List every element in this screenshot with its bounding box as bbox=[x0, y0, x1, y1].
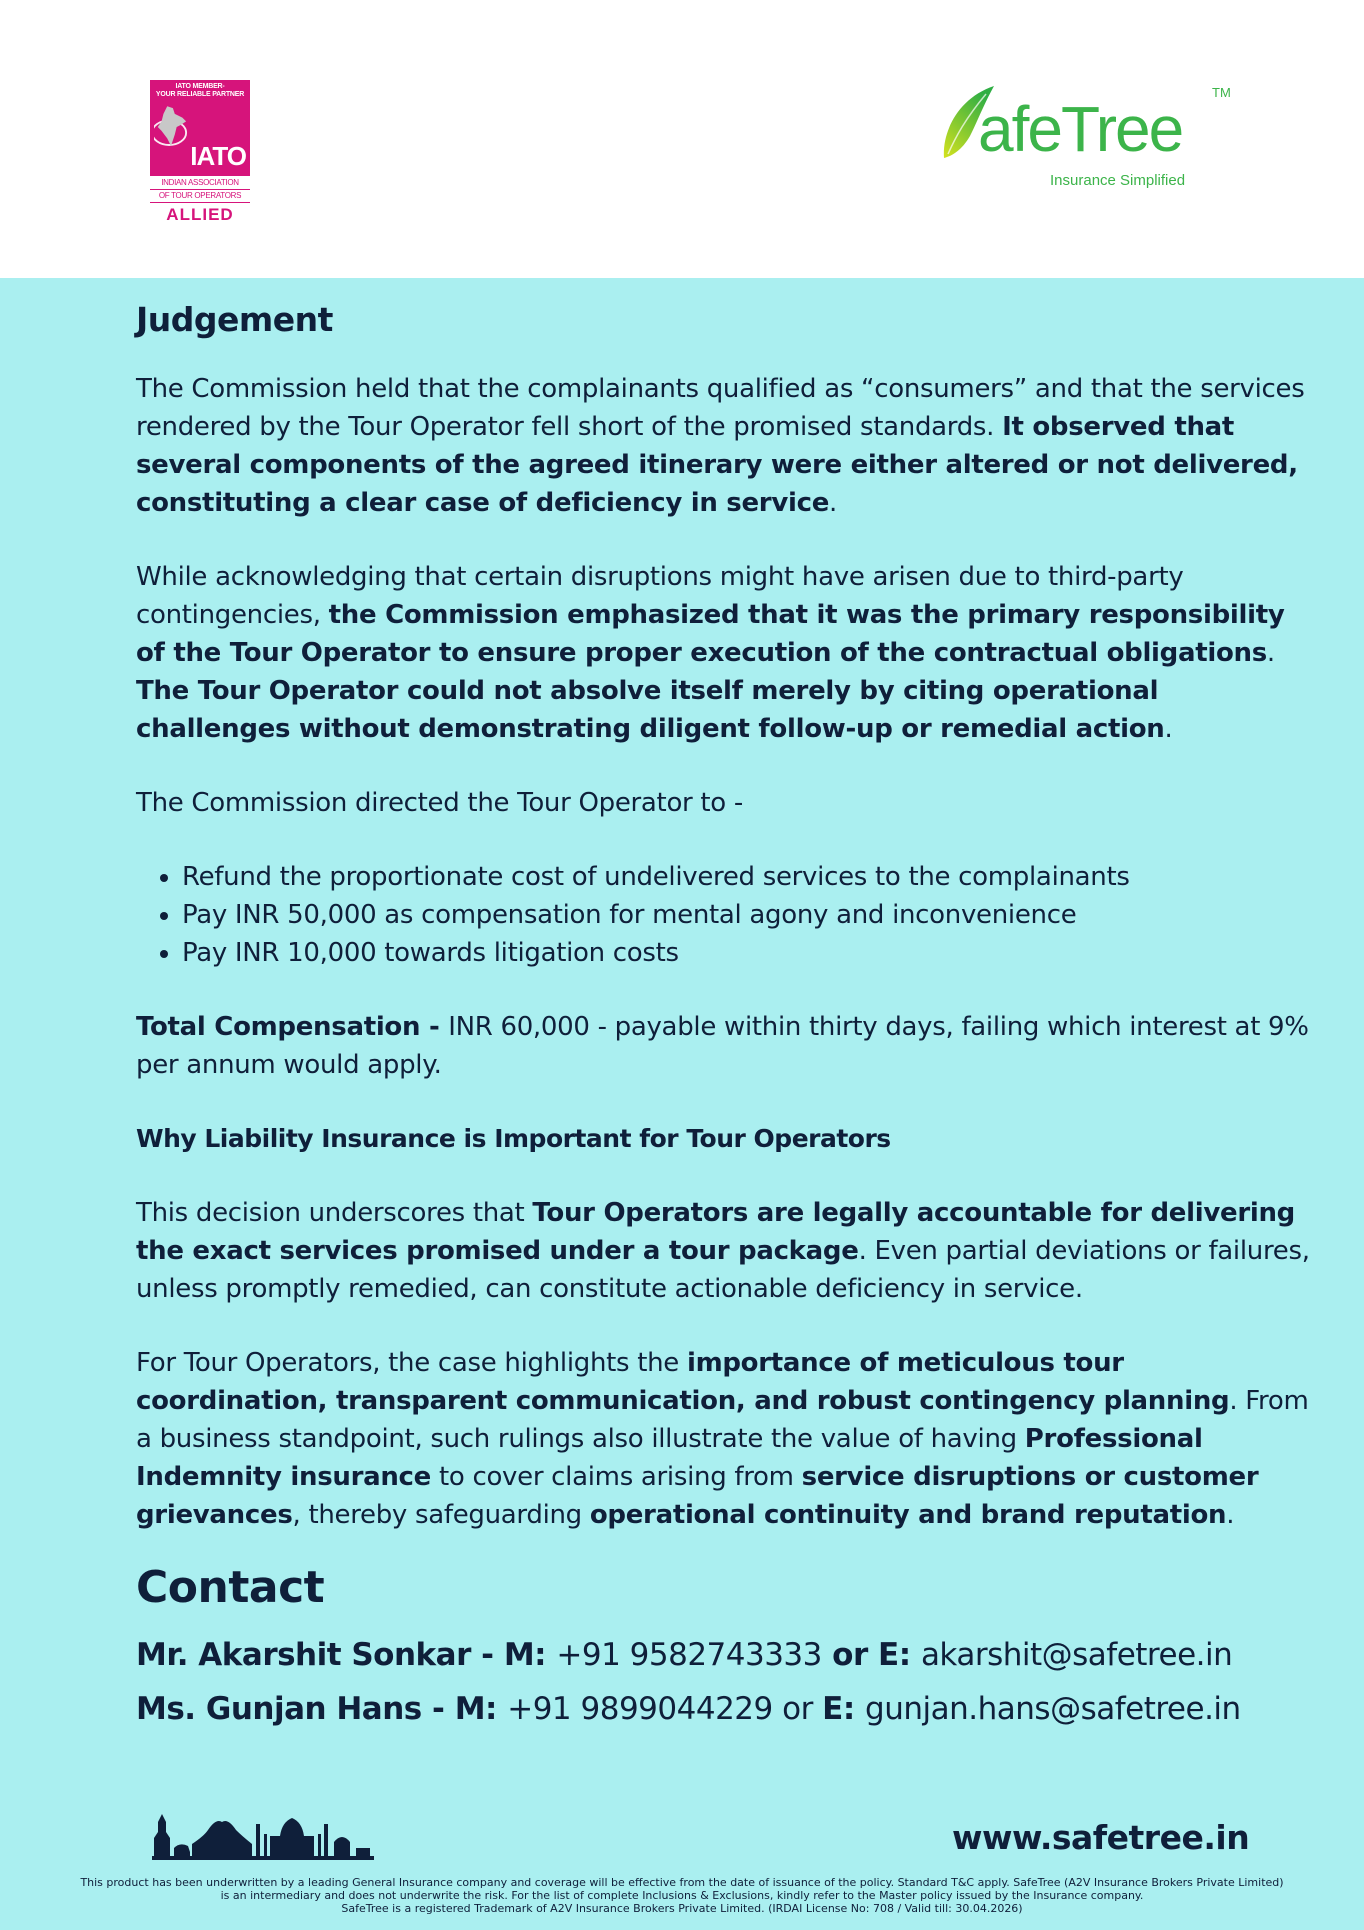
bold-text-run: operational continuity and brand reputation bbox=[589, 1500, 1227, 1530]
text-run: to cover claims arising from bbox=[431, 1462, 802, 1492]
text-run: While acknowledging that certain disruptions might have arisen due to third-party contingencies, bbox=[136, 562, 1184, 630]
safetree-wordmark: afeTree bbox=[978, 93, 1183, 165]
total-compensation-text: INR 60,000 - payable within thirty days, failing which interest at 9% per annum would apply. bbox=[136, 1012, 1309, 1080]
email-label: E: bbox=[822, 1691, 866, 1727]
judgement-paragraph-2 bbox=[136, 558, 1316, 748]
iato-tagline-line1: IATO MEMBER- bbox=[175, 83, 225, 90]
safetree-logo bbox=[940, 84, 1240, 194]
iato-allied-label: ALLIED bbox=[166, 205, 234, 224]
iato-tagline bbox=[150, 80, 250, 103]
bold-text-run: The Tour Operator could not absolve itself merely by citing operational challenges without demonstrating diligent follow-up or remedial action bbox=[136, 676, 1165, 744]
why-heading: Why Liability Insurance is Important for Tour Operators bbox=[136, 1124, 891, 1153]
phone-link[interactable]: +91 9899044229 bbox=[507, 1691, 773, 1727]
contact-heading: Contact bbox=[136, 1562, 325, 1613]
india-skyline-icon bbox=[152, 1808, 374, 1860]
contact-name: Mr. Akarshit Sonkar - M: bbox=[136, 1637, 557, 1673]
legal-disclaimer bbox=[80, 1876, 1284, 1915]
total-compensation bbox=[136, 1008, 1316, 1084]
bold-text-run: Professional Indemnity insurance bbox=[136, 1424, 1203, 1492]
contact-separator: or bbox=[772, 1691, 823, 1727]
safetree-tagline: Insurance Simplified bbox=[1050, 172, 1186, 189]
bold-text-run: service disruptions or customer grievances bbox=[136, 1462, 1259, 1530]
judgement-paragraph-1 bbox=[136, 370, 1316, 522]
page-header bbox=[0, 0, 1364, 278]
email-link[interactable]: gunjan.hans@safetree.in bbox=[865, 1691, 1241, 1727]
text-run: . bbox=[1164, 714, 1173, 744]
article-body bbox=[136, 290, 1316, 1736]
list-item: • Pay INR 50,000 as compensation for mental agony and inconvenience bbox=[182, 896, 1316, 934]
why-paragraph-1 bbox=[136, 1194, 1316, 1308]
trademark-notice: SafeTree is a registered Trademark of A2V Insurance Brokers Private Limited. (IRDAI License No: 708 / Valid till: 30.04.2026) bbox=[341, 1902, 1023, 1915]
why-paragraph-2 bbox=[136, 1344, 1316, 1534]
iato-logo-box bbox=[150, 80, 250, 176]
iato-logo bbox=[150, 80, 250, 225]
list-item: • Pay INR 10,000 towards litigation costs bbox=[182, 934, 1316, 972]
iato-full-name-line2: OF TOUR OPERATORS bbox=[158, 191, 242, 200]
list-item: • Refund the proportionate cost of undelivered services to the complainants bbox=[182, 858, 1316, 896]
contact-name: Ms. Gunjan Hans - M: bbox=[136, 1691, 508, 1727]
bold-text-run: the Commission emphasized that it was the primary responsibility of the Tour Operator to ensure proper execution of the contractual obligations bbox=[136, 600, 1285, 668]
trademark-symbol: TM bbox=[1212, 85, 1231, 100]
website-link[interactable]: www.safetree.in bbox=[952, 1818, 1250, 1857]
iato-wordmark: IATO bbox=[190, 141, 246, 171]
bold-text-run: Tour Operators are legally accountable for delivering the exact services promised under a tour package bbox=[136, 1198, 1295, 1266]
bold-text-run: importance of meticulous tour coordination, transparent communication, and robust contingency planning bbox=[136, 1348, 1230, 1416]
disclaimer-text: This product has been underwritten by a leading General Insurance company and coverage will be effective from the date of issuance of the policy. Standard T&C apply. SafeTree (A2V Insurance Brokers Private Limited) is an intermediary and does not underwrite the risk. For the list of complete Inclusions & Exclusions, kindly refer to the Master policy issued by the Insurance company. bbox=[80, 1876, 1284, 1902]
text-run: . bbox=[829, 488, 837, 518]
contact-person-2 bbox=[136, 1682, 1316, 1736]
total-compensation-label: Total Compensation - bbox=[136, 1012, 449, 1042]
judgement-heading: Judgement bbox=[136, 300, 333, 339]
directions-list bbox=[136, 858, 1316, 972]
india-map-icon bbox=[154, 104, 188, 152]
iato-divider bbox=[150, 202, 250, 203]
text-run: . bbox=[1226, 1500, 1235, 1530]
text-run: , thereby safeguarding bbox=[292, 1500, 590, 1530]
contact-separator: or E: bbox=[821, 1637, 921, 1673]
iato-divider bbox=[150, 189, 250, 190]
contact-person-1 bbox=[136, 1628, 1316, 1682]
bold-text-run: It observed that several components of the agreed itinerary were either altered or not delivered, constituting a clear case of deficiency in service bbox=[136, 412, 1298, 518]
footer-row bbox=[0, 1804, 1364, 1868]
phone-link[interactable]: +91 9582743333 bbox=[556, 1637, 822, 1673]
text-run: For Tour Operators, the case highlights the bbox=[136, 1348, 687, 1378]
judgement-paragraph-3: The Commission directed the Tour Operator to - bbox=[136, 788, 743, 818]
iato-full-name bbox=[150, 178, 250, 203]
iato-full-name-line1: INDIAN ASSOCIATION bbox=[161, 178, 239, 187]
text-run: The Commission held that the complainants qualified as “consumers” and that the services rendered by the Tour Operator fell short of the promised standards. bbox=[136, 374, 1305, 442]
text-run: . bbox=[1266, 638, 1275, 668]
text-run: . Even partial deviations or failures, unless promptly remedied, can constitute actionable deficiency in service. bbox=[136, 1236, 1310, 1304]
text-run: This decision underscores that bbox=[136, 1198, 533, 1228]
email-link[interactable]: akarshit@safetree.in bbox=[920, 1637, 1233, 1673]
iato-tagline-line2: YOUR RELIABLE PARTNER bbox=[155, 91, 245, 98]
text-run: . From a business standpoint, such rulings also illustrate the value of having bbox=[136, 1386, 1309, 1454]
